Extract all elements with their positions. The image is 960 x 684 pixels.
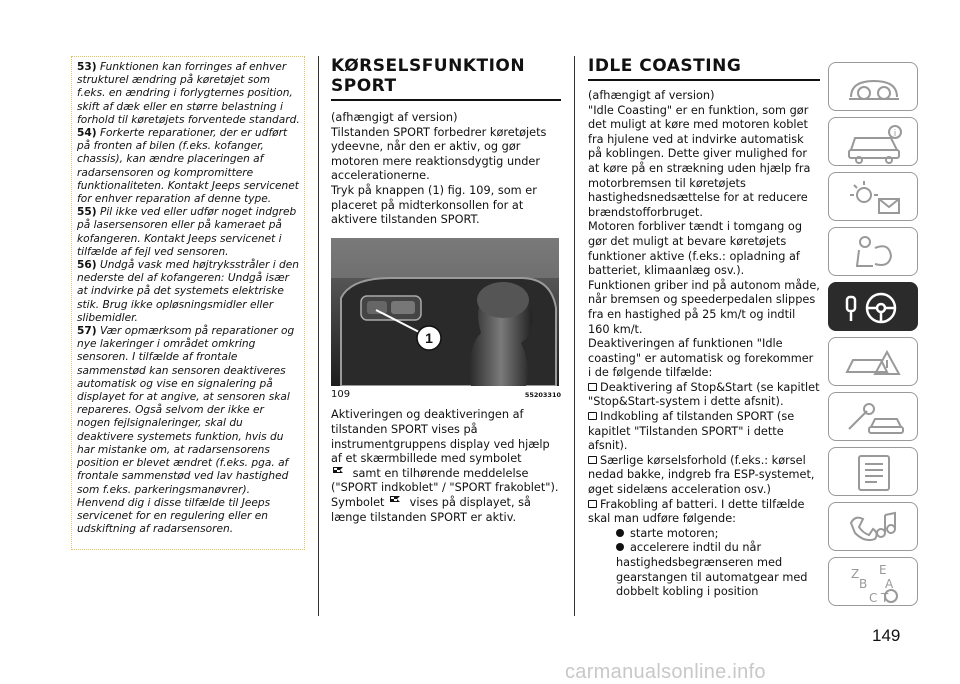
idle-heading: IDLE COASTING <box>588 56 820 81</box>
car-dashboard-icon <box>829 63 919 112</box>
svg-text:Z: Z <box>851 567 860 581</box>
bullet-item: Indkobling af tilstanden SPORT (se kapitlet "Tilstanden SPORT" i dette afsnit). <box>588 410 795 453</box>
airbag-passenger-icon <box>829 228 919 277</box>
tab-lights-messages[interactable] <box>828 172 918 221</box>
sport-flag-icon <box>388 494 402 508</box>
tab-safety[interactable] <box>828 227 918 276</box>
dot-bullet-icon <box>616 543 624 551</box>
watermark: carmanualsonline.info <box>565 661 766 683</box>
gear-console-image <box>331 238 559 386</box>
sport-body: Aktiveringen og deaktiveringen af tilstanden SPORT vises på instrumentgruppens display ved hjælp af et skærmbillede med symbolet samt en tilhørende meddelelse ("SPORT indkoblet" / "SPORT frakoblet"). Symbolet vises på displayet, så længe tilstanden SPORT er aktiv. <box>331 408 559 524</box>
sub-bullet-item: starte motoren; <box>588 527 820 542</box>
tab-technical-data[interactable] <box>828 447 918 496</box>
sub-bullet-item: accelerere indtil du når hastighedsbegrænseren med gearstangen til automatgear med dobbelt kobling i position <box>616 541 808 599</box>
page-number: 149 <box>872 626 901 645</box>
sport-section <box>331 56 561 525</box>
figure-code: 55203310 <box>524 390 561 399</box>
svg-text:i: i <box>893 129 897 139</box>
notes-box <box>71 56 305 550</box>
tab-index[interactable] <box>828 557 918 606</box>
note-item: 57) Vær opmærksom på reparationer og nye lakeringer i området omkring sensoren. I tilfælde af frontale sammenstød kan sensoren deaktiveres automatisk og vise en signalering på displayet for at angive, at sensoren skal repareres. Også selvom der ikke er nogen fejlsignaleringer, skal du deaktivere systemets funktion, hvis du har mistanke om, at radarsensorens position er blevet ændret (f.eks. pga. af frontale sammenstød ved lav hastighed som f.eks. parkeringsmanøvrer). Henvend dig i disse tilfælde til Jeeps servicenet for en regulering eller en udskiftning af radarsensoren. <box>77 325 295 536</box>
checkbox-bullet-icon <box>588 412 597 420</box>
figure-callout: 1 <box>425 329 433 346</box>
bullet-item: Frakobling af batteri. I dette tilfælde skal man udføre følgende: <box>588 497 805 526</box>
note-item: 53) Funktionen kan forringes af enhver strukturel ændring på køretøjet som f.eks. en ændring i forlygternes position, skift af dæk eller en større belastning i forhold til køretøjets forventede standard. <box>77 61 300 126</box>
dot-bullet-icon <box>616 529 624 537</box>
checkbox-bullet-icon <box>588 456 597 464</box>
idle-text: (afhængigt af version) "Idle Coasting" er en funktion, som gør det muligt at køre med motoren koblet fra hjulene ved at indvirke automatisk på koblingen. Dette giver mulighed for at køre på en strækning uden hjælp fra motorbremsen til køretøjets hastighedsnedsættelse for at reducere brændstofforbruget. Motoren forbliver tændt i tomgang og gør det muligt at bevare køretøjets funktioner aktive (f.eks.: opladning af batteriet, klimaanlæg osv.). Funktionen griber ind på autonom måde, når bremsen og speederpedalen slippes fra en hastighed på 25 km/t og indtil 160 km/t. Deaktiveringen af funktionen "Idle coasting" er automatisk og forekommer i de følgende tilfælde: <box>588 89 820 380</box>
bullet-item: Deaktivering af Stop&Start (se kapitlet "Stop&Start-system i dette afsnit). <box>588 380 820 409</box>
tab-maintenance[interactable] <box>828 392 918 441</box>
technical-data-icon <box>829 448 919 497</box>
svg-text:B: B <box>859 577 868 591</box>
tab-driving[interactable] <box>828 282 918 331</box>
note-item: 54) Forkerte reparationer, der er udført på fronten af bilen (f.eks. kofanger, chassis), kan ændre placeringen af radarsensoren og kompromittere funktionaliteten. Kontakt Jeeps servicenet for enhver reparation af denne type. <box>77 127 299 206</box>
tab-multimedia[interactable] <box>828 502 918 551</box>
note-item: 55) Pil ikke ved eller udfør noget indgreb på lasersensoren eller på kameraet på kofangeren. Kontakt Jeeps servicenet i tilfælde af fejl ved sensoren. <box>77 206 297 258</box>
sport-heading: KØRSELSFUNKTION SPORT <box>331 56 561 101</box>
figure-number: 109 <box>331 388 351 400</box>
sport-flag-icon <box>331 465 345 479</box>
bullet-item: Særlige kørselsforhold (f.eks.: kørsel nedad bakke, indgreb fra ESP-systemet, øget sidelæns acceleration osv.) <box>588 453 815 497</box>
alphabet-index-icon <box>829 558 919 607</box>
figure-caption <box>331 388 561 403</box>
svg-text:E: E <box>879 563 887 577</box>
svg-text:T: T <box>881 591 889 605</box>
column-divider <box>318 56 319 616</box>
wrench-car-icon <box>829 393 919 442</box>
checkbox-bullet-icon <box>588 500 597 508</box>
sport-intro: (afhængigt af version) Tilstanden SPORT forbedrer køretøjets ydeevne, når den er aktiv, og gør motoren mere reaktionsdygtig under accelerationerne. Tryk på knappen (1) fig. 109, som er placeret på midterkonsollen for at aktivere tilstanden SPORT. <box>331 111 547 227</box>
tab-emergency[interactable] <box>828 337 918 386</box>
key-steering-wheel-icon <box>829 283 919 332</box>
car-info-icon <box>829 118 919 167</box>
phone-music-nav-icon <box>829 503 919 552</box>
note-item: 56) Undgå vask med højtryksstråler i den nederste del af kofangeren: Undgå især at indvirke på det systemets elektriske stik. Brug ikke opløsningsmidler eller slibemidler. <box>77 259 299 324</box>
gear-console-figure <box>331 238 559 386</box>
car-crash-warning-icon <box>829 338 919 387</box>
svg-text:A: A <box>885 577 894 591</box>
checkbox-bullet-icon <box>588 383 597 391</box>
idle-coasting-section <box>588 56 820 600</box>
tab-dashboard[interactable] <box>828 62 918 111</box>
tab-car-info[interactable] <box>828 117 918 166</box>
sun-light-mail-icon <box>829 173 919 222</box>
column-divider <box>574 56 575 616</box>
svg-text:C: C <box>869 591 878 605</box>
